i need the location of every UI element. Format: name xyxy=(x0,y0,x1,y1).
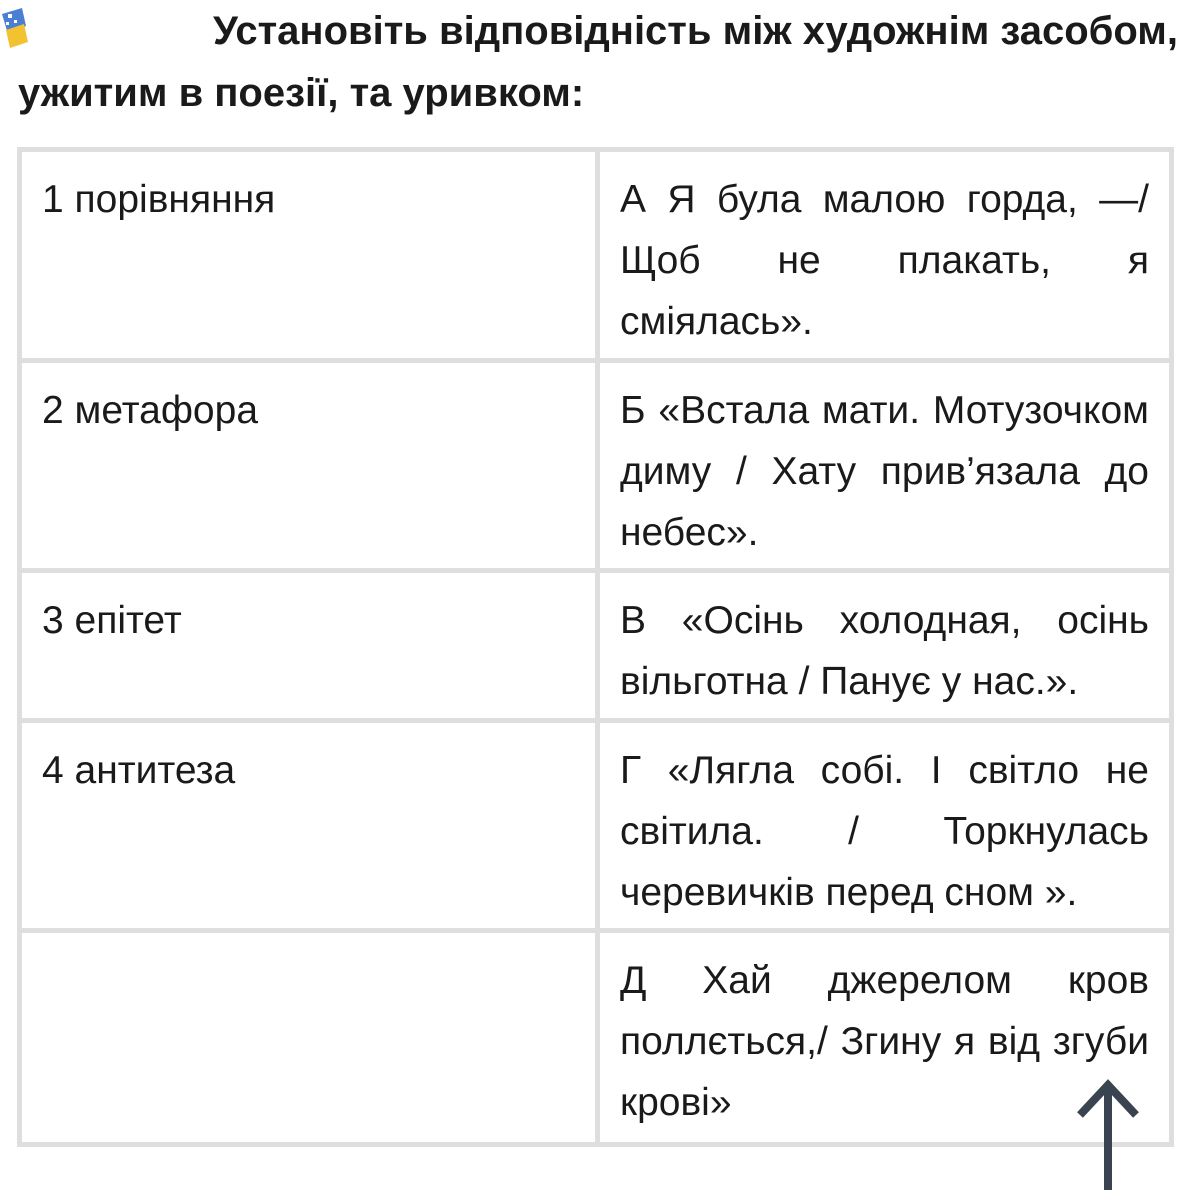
table-row xyxy=(20,721,1172,931)
table-row xyxy=(20,931,1172,1145)
sparkle-sticker-icon xyxy=(0,8,36,48)
excerpt-cell: В «Осінь холодная, осінь вільготна / Панує у нас.». xyxy=(598,571,1172,721)
table-row xyxy=(20,150,1172,361)
excerpt-cell: А Я була малою горда, —/ Щоб не плакать, я сміялась». xyxy=(598,150,1172,361)
question-heading xyxy=(18,0,1178,124)
table-row xyxy=(20,361,1172,571)
table-row xyxy=(20,571,1172,721)
excerpt-cell: Б «Встала мати. Мотузочком диму / Хату прив’язала до небес». xyxy=(598,361,1172,571)
device-cell: 2 метафора xyxy=(20,361,598,571)
device-cell: 3 епітет xyxy=(20,571,598,721)
heading-line-2: ужитим в поезії, та уривком: xyxy=(18,71,585,115)
heading-line-1-text: Установіть відповідність між художнім засобом, xyxy=(212,9,1178,53)
excerpt-cell: Г «Лягла собі. І світло не світила. / Торкнулась черевичків перед сном ». xyxy=(598,721,1172,931)
device-cell xyxy=(20,931,598,1145)
device-cell: 1 порівняння xyxy=(20,150,598,361)
heading-line-1 xyxy=(18,0,1178,62)
arrow-up-icon xyxy=(1075,1075,1141,1190)
excerpt-cell: Д Хай джерелом кров поллється,/ Згину я від згуби крові» xyxy=(598,931,1172,1145)
device-cell: 4 антитеза xyxy=(20,721,598,931)
matching-table xyxy=(17,147,1174,1147)
